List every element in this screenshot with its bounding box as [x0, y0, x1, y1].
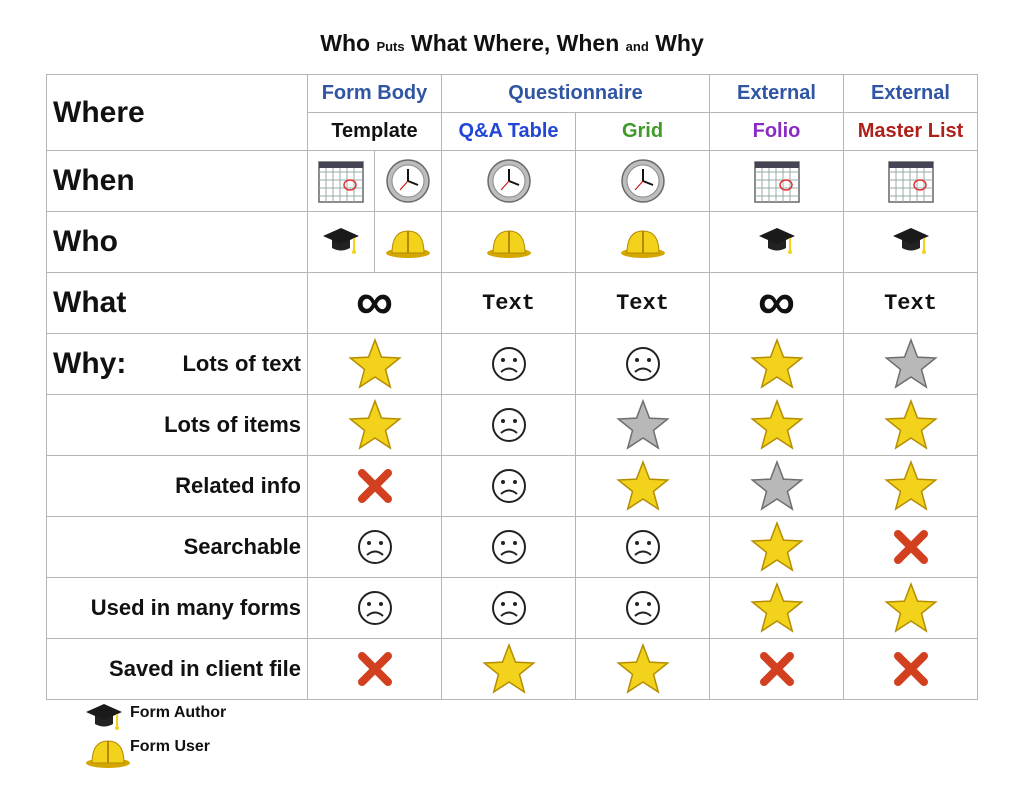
rating-cell — [844, 578, 978, 639]
rating-cell — [576, 334, 710, 395]
red-x-icon — [308, 651, 441, 687]
when-cell — [308, 151, 442, 212]
silver-star-icon — [576, 398, 709, 452]
page-title: Who Puts What Where, When and Why — [320, 30, 704, 56]
hard-hat-icon — [442, 224, 575, 260]
rating-cell — [710, 639, 844, 700]
infinity-symbol: ∞ — [355, 273, 394, 331]
when-cell — [576, 151, 710, 212]
gold-star-icon — [710, 520, 843, 574]
rating-cell — [442, 395, 576, 456]
who-cell — [442, 212, 576, 273]
gold-star-icon — [844, 459, 977, 513]
when-cell — [844, 151, 978, 212]
red-x-icon — [844, 529, 977, 565]
why-label: Why: — [53, 347, 127, 380]
frown-face-icon — [442, 406, 575, 444]
hard-hat-icon — [384, 224, 432, 260]
column-header-qa-table: Q&A Table — [442, 113, 576, 151]
rating-cell — [442, 456, 576, 517]
when-cell — [710, 151, 844, 212]
gold-star-icon — [308, 398, 441, 452]
red-x-icon — [844, 651, 977, 687]
frown-face-icon — [442, 589, 575, 627]
graduation-cap-icon — [321, 224, 361, 260]
graduation-cap-icon — [84, 700, 124, 736]
hard-hat-icon — [576, 224, 709, 260]
what-cell — [442, 273, 576, 334]
reason-label: Searchable — [47, 517, 308, 578]
legend-label: Form Author — [130, 704, 227, 721]
rating-cell — [308, 517, 442, 578]
frown-face-icon — [442, 467, 575, 505]
reason-label: Related info — [47, 456, 308, 517]
gold-star-icon — [710, 337, 843, 391]
row-header-where: Where — [47, 75, 308, 151]
what-cell — [844, 273, 978, 334]
who-cell — [710, 212, 844, 273]
rating-cell — [442, 578, 576, 639]
who-cell — [844, 212, 978, 273]
rating-cell — [710, 334, 844, 395]
who-cell — [308, 212, 442, 273]
red-x-icon — [308, 468, 441, 504]
frown-face-icon — [308, 589, 441, 627]
column-header-folio: Folio — [710, 113, 844, 151]
calendar-icon — [710, 158, 843, 204]
gold-star-icon — [710, 581, 843, 635]
legend-item-form-user — [84, 734, 211, 770]
rating-cell — [844, 639, 978, 700]
row-header-who: Who — [47, 212, 308, 273]
rating-cell — [308, 578, 442, 639]
rating-cell — [576, 578, 710, 639]
reason-label: Lots of text — [182, 351, 301, 376]
rating-cell — [844, 334, 978, 395]
rating-cell — [710, 456, 844, 517]
legend-item-form-author — [84, 700, 227, 736]
rating-cell — [844, 456, 978, 517]
location-external-master-list: External — [844, 75, 978, 113]
row-header-when: When — [47, 151, 308, 212]
clock-icon — [576, 158, 709, 204]
rating-cell — [844, 395, 978, 456]
when-cell — [442, 151, 576, 212]
frown-face-icon — [442, 528, 575, 566]
gold-star-icon — [576, 642, 709, 696]
rating-cell — [710, 395, 844, 456]
red-x-icon — [710, 651, 843, 687]
frown-face-icon — [576, 589, 709, 627]
reason-label: Used in many forms — [47, 578, 308, 639]
column-header-master-list: Master List — [844, 113, 978, 151]
graduation-cap-icon — [710, 224, 843, 260]
rating-cell — [442, 639, 576, 700]
text-label: Text — [482, 290, 535, 316]
gold-star-icon — [844, 398, 977, 452]
gold-star-icon — [710, 398, 843, 452]
infinity-symbol: ∞ — [757, 273, 796, 331]
rating-cell — [308, 639, 442, 700]
what-cell — [710, 273, 844, 334]
gold-star-icon — [844, 581, 977, 635]
frown-face-icon — [576, 528, 709, 566]
hard-hat-icon — [84, 734, 132, 770]
rating-cell — [442, 517, 576, 578]
row-header-what: What — [47, 273, 308, 334]
calendar-icon — [317, 158, 365, 204]
reason-label: Lots of items — [47, 395, 308, 456]
frown-face-icon — [576, 345, 709, 383]
comparison-table — [46, 74, 978, 700]
rating-cell — [308, 334, 442, 395]
what-cell — [576, 273, 710, 334]
text-label: Text — [884, 290, 937, 316]
rating-cell — [844, 517, 978, 578]
row-header-why — [47, 334, 308, 395]
frown-face-icon — [308, 528, 441, 566]
silver-star-icon — [710, 459, 843, 513]
location-questionnaire: Questionnaire — [442, 75, 710, 113]
rating-cell — [308, 395, 442, 456]
clock-icon — [442, 158, 575, 204]
graduation-cap-icon — [844, 224, 977, 260]
legend-label: Form User — [130, 738, 211, 755]
rating-cell — [710, 517, 844, 578]
rating-cell — [308, 456, 442, 517]
rating-cell — [442, 334, 576, 395]
who-cell — [576, 212, 710, 273]
gold-star-icon — [576, 459, 709, 513]
frown-face-icon — [442, 345, 575, 383]
location-external-folio: External — [710, 75, 844, 113]
clock-icon — [385, 158, 431, 204]
rating-cell — [576, 517, 710, 578]
rating-cell — [710, 578, 844, 639]
gold-star-icon — [442, 642, 575, 696]
reason-label: Saved in client file — [47, 639, 308, 700]
rating-cell — [576, 456, 710, 517]
column-header-template: Template — [308, 113, 442, 151]
column-header-grid: Grid — [576, 113, 710, 151]
gold-star-icon — [308, 337, 441, 391]
text-label: Text — [616, 290, 669, 316]
location-form-body: Form Body — [308, 75, 442, 113]
calendar-icon — [844, 158, 977, 204]
what-cell — [308, 273, 442, 334]
rating-cell — [576, 639, 710, 700]
silver-star-icon — [844, 337, 977, 391]
rating-cell — [576, 395, 710, 456]
